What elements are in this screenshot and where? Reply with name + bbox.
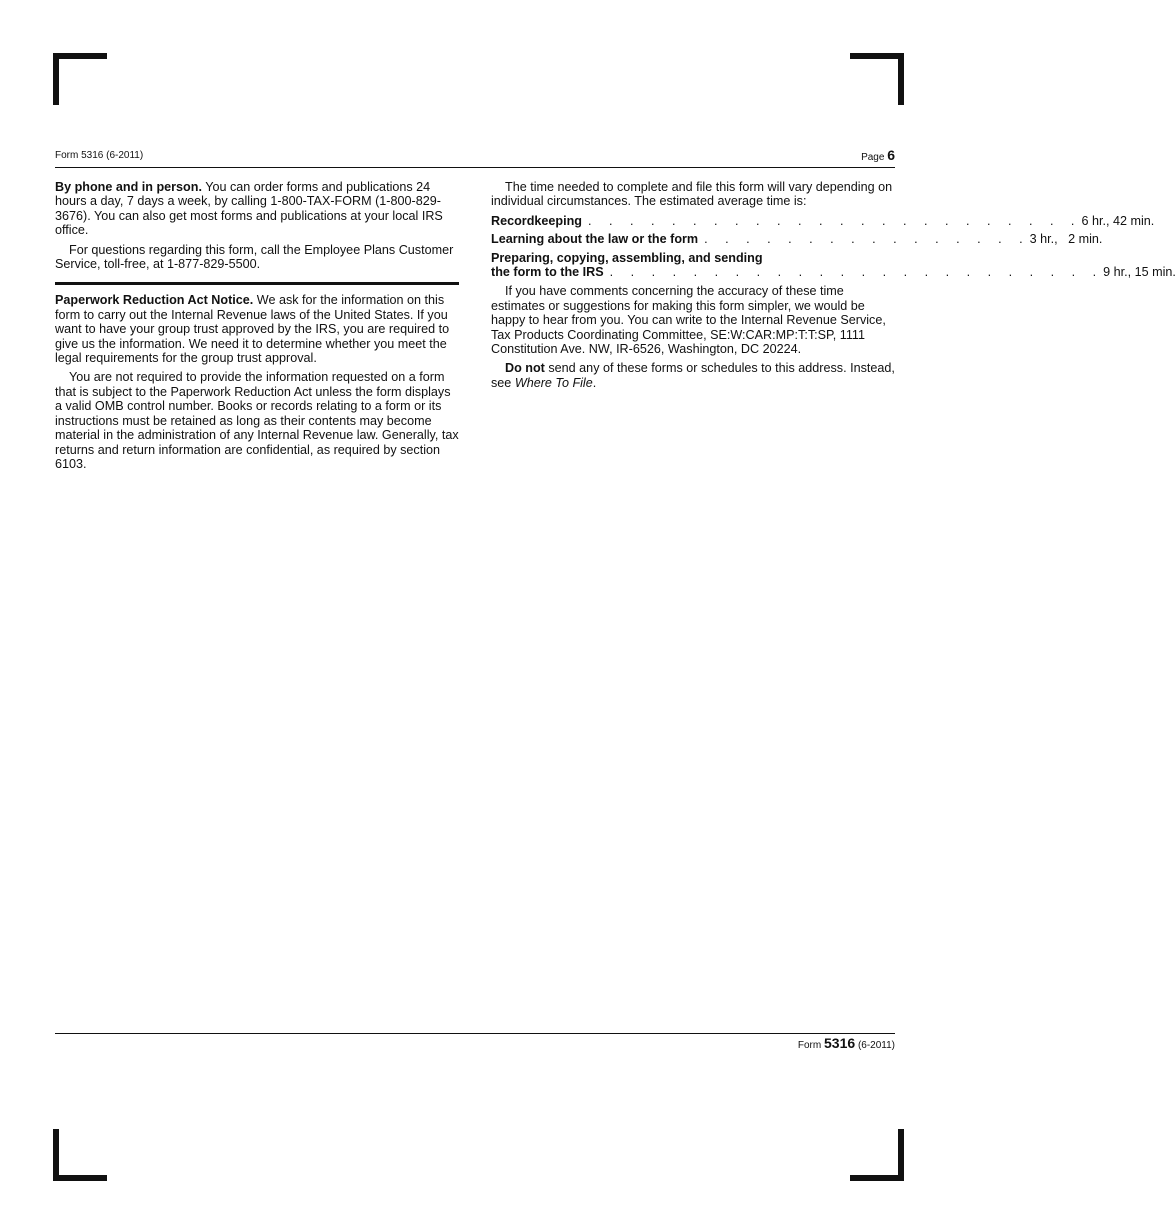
phone-heading: By phone and in person.	[55, 180, 202, 194]
pra-paragraph	[55, 293, 459, 365]
not-required-paragraph: You are not required to provide the information requested on a form that is subject to the Paperwork Reduction Act unless the form displays a valid OMB control number. Books or records relating to a form or its instructions must be retained as long as their contents may become material in the administration of any Internal Revenue law. Generally, tax returns and return information are confidential, as required by section 6103.	[55, 370, 459, 471]
page-number: 6	[887, 147, 895, 163]
crop-mark-top-right	[850, 53, 904, 105]
comments-paragraph: If you have comments concerning the accuracy of these time estimates or suggestions for making this form simpler, we would be happy to hear from you. You can write to the Internal Revenue Service, Tax Products Coordinating Committee, SE:W:CAR:MP:T:T:SP, 1111 Constitution Ave. NW, IR-6526, Washington, DC 20224.	[491, 284, 886, 357]
pra-heading: Paperwork Reduction Act Notice.	[55, 293, 254, 308]
estimate-label-line-1: Preparing, copying, assembling, and sending	[491, 250, 763, 265]
estimate-value: 6 hr., 42 min.	[1081, 213, 1155, 228]
right-column	[491, 180, 1176, 395]
estimate-label: Recordkeeping	[491, 213, 582, 228]
footer-form-id	[798, 1035, 895, 1051]
estimate-label-line-2: the form to the IRS	[491, 265, 604, 280]
section-divider	[55, 282, 459, 285]
where-to-file-reference: Where To File	[514, 375, 593, 390]
dot-leader: . . . . . . . . . . . . . . . . . . . . . . . .	[587, 213, 1082, 228]
dot-leader: . . . . . . . . . . . . . . . . . . . . . . . .	[609, 265, 1104, 280]
estimate-preparing	[491, 250, 1176, 280]
questions-paragraph: For questions regarding this form, call the Employee Plans Customer Service, toll-free, at 1-877-829-5500.	[55, 242, 454, 272]
do-not-bold: Do not	[505, 361, 545, 376]
header-page	[861, 147, 895, 163]
phone-text: You can order forms and publications 24 hours a day, 7 days a week, by calling 1-800-TAX-FORM (1-800-829-3676). You can also get most forms and publications at your local IRS office.	[55, 180, 443, 238]
phone-paragraph	[55, 180, 459, 238]
crop-mark-top-left	[53, 53, 107, 105]
estimate-value: 9 hr., 15 min.	[1103, 265, 1176, 280]
estimate-learning	[491, 232, 1103, 247]
header-rule	[55, 167, 895, 168]
estimate-label: Learning about the law or the form	[491, 232, 699, 247]
do-not-paragraph	[491, 361, 895, 390]
estimate-recordkeeping	[491, 213, 1155, 228]
do-not-text: send any of these forms or schedules to this address. Instead, see	[491, 361, 895, 390]
left-column	[55, 180, 459, 476]
time-intro-paragraph: The time needed to complete and file this form will vary depending on individual circumstances. The estimated average time is:	[491, 180, 893, 209]
estimate-preparing-line-2	[491, 265, 1176, 280]
pra-text: We ask for the information on this form to carry out the Internal Revenue laws of the United States. If you want to have your group trust approved by the IRS, you are required to give us the information. We need it to determine whether you meet the legal requirements for the group trust approval.	[55, 293, 450, 366]
footer-revision: (6-2011)	[857, 1040, 895, 1051]
footer-form-label: Form	[797, 1040, 822, 1051]
period: .	[592, 375, 597, 390]
crop-mark-bottom-right	[850, 1129, 904, 1181]
estimate-value: 3 hr., 2 min.	[1029, 232, 1103, 247]
page-label: Page	[861, 152, 885, 163]
footer-form-number: 5316	[824, 1035, 856, 1051]
footer-rule	[55, 1033, 895, 1034]
crop-mark-bottom-left	[53, 1129, 107, 1181]
header-form-id: Form 5316 (6-2011)	[55, 150, 144, 161]
dot-leader: . . . . . . . . . . . . . . . .	[704, 232, 1030, 247]
